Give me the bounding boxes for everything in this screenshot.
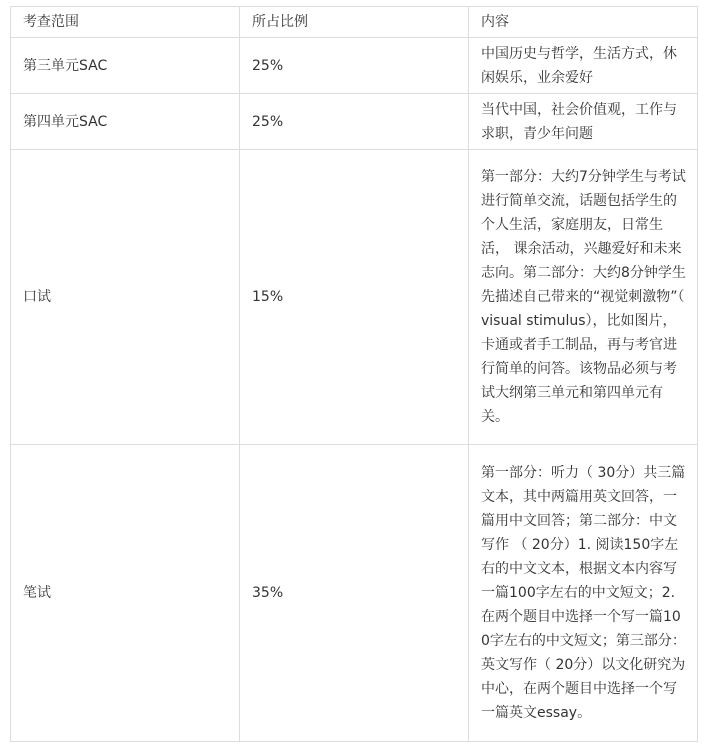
table-row: [11, 150, 698, 445]
cell-content: 第一部分：大约7分钟学生与考试进行简单交流，话题包括学生的个人生活，家庭朋友，日常生活， 课余活动，兴趣爱好和未来志向。第二部分：大约8分钟学生先描述自己带来的“视觉刺激物”（ visual stimulus），比如图片，卡通或者手工制品，再与考官进行简单的问答。该物品必须与考试大纲第三单元和第四单元有关。: [469, 150, 698, 445]
cell-scope: 第四单元SAC: [11, 94, 240, 150]
cell-content: 第一部分：听力（ 30分）共三篇文本，其中两篇用英文回答，一篇用中文回答；第二部分：中文写作 （ 20分）1. 阅读150字左右的中文文本，根据文本内容写一篇100字左右的中文短文；2. 在两个题目中选择一个写一篇100字左右的中文短文；第三部分：英文写作（ 20分）以文化研究为中心，在两个题目中选择一个写一篇英文essay。: [469, 445, 698, 742]
exam-table: [10, 6, 698, 742]
cell-scope: 口试: [11, 150, 240, 445]
cell-content: 中国历史与哲学，生活方式，休闲娱乐，业余爱好: [469, 38, 698, 94]
cell-ratio: 25%: [240, 94, 469, 150]
cell-scope: 笔试: [11, 445, 240, 742]
cell-ratio: 25%: [240, 38, 469, 94]
table-row: [11, 445, 698, 742]
cell-scope: 第三单元SAC: [11, 38, 240, 94]
header-scope: 考查范围: [11, 7, 240, 38]
header-content: 内容: [469, 7, 698, 38]
table-row: [11, 94, 698, 150]
cell-ratio: 15%: [240, 150, 469, 445]
table-header-row: [11, 7, 698, 38]
cell-ratio: 35%: [240, 445, 469, 742]
cell-content: 当代中国，社会价值观，工作与求职，青少年问题: [469, 94, 698, 150]
header-ratio: 所占比例: [240, 7, 469, 38]
table-row: [11, 38, 698, 94]
